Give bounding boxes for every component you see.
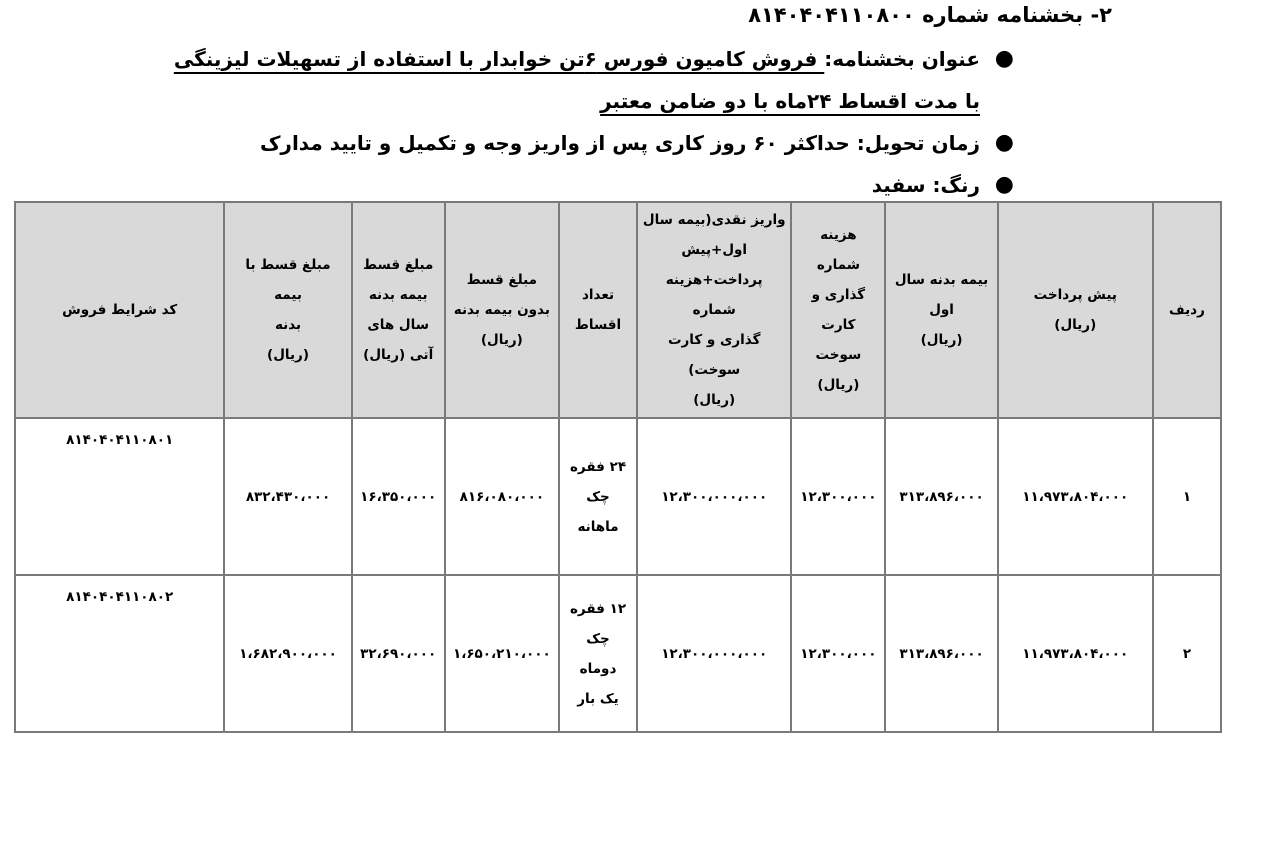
- cell-first-year-insurance: ۳۱۳،۸۹۶،۰۰۰: [885, 418, 997, 575]
- cell-row-number: ۲: [1153, 575, 1221, 732]
- cell-down-payment: ۱۱،۹۷۳،۸۰۴،۰۰۰: [998, 575, 1153, 732]
- cell-installment-with-insurance: ۸۳۲،۴۳۰،۰۰۰: [224, 418, 351, 575]
- table-row: [15, 575, 1221, 732]
- cell-registration-fee: ۱۲،۳۰۰،۰۰۰: [791, 575, 885, 732]
- header-installments-count: تعداد اقساط: [559, 202, 637, 418]
- header-installment-with-insurance: مبلغ قسط با بیمه بدنه (ریال): [224, 202, 351, 418]
- cell-cash-payment: ۱۲،۳۰۰،۰۰۰،۰۰۰: [637, 418, 791, 575]
- cell-installment-without-insurance: ۱،۶۵۰،۲۱۰،۰۰۰: [445, 575, 559, 732]
- bullet-title-label: عنوان بخشنامه:: [824, 47, 980, 71]
- bullet-title-text: فروش کامیون فورس ۶تن خوابدار با استفاده از تسهیلات لیزینگی با مدت اقساط ۲۴ماه با دو ضامن معتبر: [173, 47, 980, 113]
- bullet-color-text: سفید: [871, 173, 933, 197]
- header-sale-code: کد شرایط فروش: [15, 202, 224, 418]
- circular-heading: ۲- بخشنامه شماره ۸۱۴۰۴۰۴۱۱۰۸۰۰: [748, 3, 1112, 27]
- bullet-delivery: [168, 122, 1014, 164]
- cell-down-payment: ۱۱،۹۷۳،۸۰۴،۰۰۰: [998, 418, 1153, 575]
- header-cash-payment: واریز نقدی(بیمه سال اول+پیش پرداخت+هزینه شماره گذاری و کارت سوخت) (ریال): [637, 202, 791, 418]
- cell-sale-code: ۸۱۴۰۴۰۴۱۱۰۸۰۱: [15, 418, 224, 575]
- header-first-year-insurance: بیمه بدنه سال اول (ریال): [885, 202, 997, 418]
- bullet-dot-icon: ●: [994, 130, 1014, 155]
- header-installment-without-insurance: مبلغ قسط بدون بیمه بدنه (ریال): [445, 202, 559, 418]
- cell-future-insurance-installment: ۱۶،۳۵۰،۰۰۰: [352, 418, 445, 575]
- table-header-row: [15, 202, 1221, 418]
- bullet-dot-icon: ●: [994, 46, 1014, 71]
- cell-cash-payment: ۱۲،۳۰۰،۰۰۰،۰۰۰: [637, 575, 791, 732]
- cell-registration-fee: ۱۲،۳۰۰،۰۰۰: [791, 418, 885, 575]
- sales-conditions-table: [14, 201, 1222, 733]
- bullet-color: [168, 164, 1014, 206]
- bullet-dot-icon: ●: [994, 172, 1014, 197]
- bullet-list: [168, 38, 1014, 206]
- bullet-color-label: رنگ:: [932, 173, 980, 197]
- header-down-payment: پیش پرداخت (ریال): [998, 202, 1153, 418]
- cell-installments: ۲۴ فقره چک ماهانه: [559, 418, 637, 575]
- header-row-number: ردیف: [1153, 202, 1221, 418]
- cell-first-year-insurance: ۳۱۳،۸۹۶،۰۰۰: [885, 575, 997, 732]
- cell-installment-with-insurance: ۱،۶۸۲،۹۰۰،۰۰۰: [224, 575, 351, 732]
- cell-installment-without-insurance: ۸۱۶،۰۸۰،۰۰۰: [445, 418, 559, 575]
- bullet-delivery-text: حداکثر ۶۰ روز کاری پس از واریز وجه و تکمیل و تایید مدارک: [259, 131, 857, 155]
- bullet-delivery-label: زمان تحویل:: [856, 131, 980, 155]
- header-registration-fee: هزینه شماره گذاری و کارت سوخت (ریال): [791, 202, 885, 418]
- cell-sale-code: ۸۱۴۰۴۰۴۱۱۰۸۰۲: [15, 575, 224, 732]
- header-future-insurance-installment: مبلغ قسط بیمه بدنه سال های آتی (ریال): [352, 202, 445, 418]
- cell-row-number: ۱: [1153, 418, 1221, 575]
- cell-future-insurance-installment: ۳۲،۶۹۰،۰۰۰: [352, 575, 445, 732]
- bullet-title: [168, 38, 1014, 122]
- cell-installments: ۱۲ فقره چک دوماه یک بار: [559, 575, 637, 732]
- table-row: [15, 418, 1221, 575]
